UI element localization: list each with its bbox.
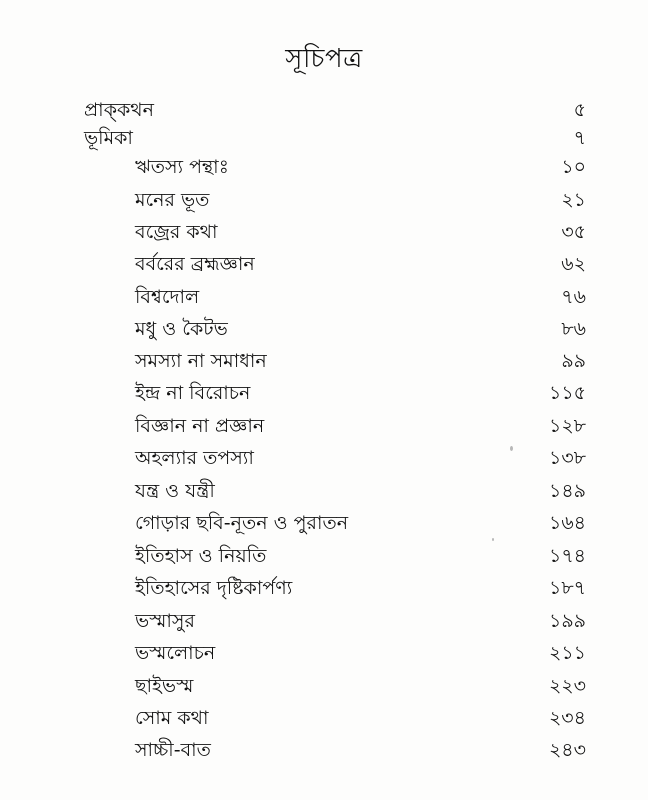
toc-entry-title: বিশ্বদোল — [135, 286, 200, 308]
toc-entry-title: বিজ্ঞান না প্রজ্ঞান — [135, 415, 265, 437]
toc-entry-title: যন্ত্র ও যন্ত্রী — [135, 480, 215, 502]
paper-speck — [510, 446, 513, 451]
toc-row — [0, 477, 648, 505]
toc-row — [0, 250, 648, 278]
toc-entry-title: ইতিহাস ও নিয়তি — [135, 545, 267, 567]
toc-entry-title: ভূমিকা — [84, 127, 133, 149]
table-of-contents — [0, 96, 648, 786]
toc-row — [0, 379, 648, 407]
toc-page-number: ৮৬ — [561, 318, 586, 340]
toc-row — [0, 186, 648, 214]
toc-entry-title: ভস্মলোচন — [135, 642, 216, 664]
toc-page-number: ২১১ — [548, 642, 586, 664]
toc-entry-title: ঋতস্য পন্থাঃ — [135, 156, 229, 178]
toc-page-number: ৭৬ — [561, 286, 586, 308]
toc-row — [0, 96, 648, 124]
toc-page-number: ১১৫ — [549, 382, 586, 404]
toc-page-number: ১৮৭ — [548, 577, 586, 599]
toc-row — [0, 218, 648, 246]
toc-row — [0, 509, 648, 537]
toc-entry-title: মনের ভূত — [135, 189, 210, 211]
toc-entry-title: ইন্দ্র না বিরোচন — [135, 382, 251, 404]
toc-entry-title: বজ্রের কথা — [135, 221, 218, 243]
toc-page-number: ১৭৪ — [548, 545, 586, 567]
toc-entry-title: প্রাক্‌কথন — [84, 99, 154, 121]
toc-entry-title: অহল্যার তপস্যা — [135, 447, 254, 469]
toc-row — [0, 542, 648, 570]
toc-page-number: ৫ — [573, 99, 586, 121]
toc-page-number: ২২৩ — [548, 675, 586, 697]
toc-row — [0, 704, 648, 732]
toc-entry-title: গোড়ার ছবি-নূতন ও পুরাতন — [135, 512, 349, 534]
toc-row — [0, 444, 648, 472]
toc-row — [0, 607, 648, 635]
toc-page-number: ১৪৯ — [549, 480, 586, 502]
toc-row — [0, 283, 648, 311]
toc-entry-title: বর্বরের ব্রহ্মজ্ঞান — [135, 253, 255, 275]
toc-entry-title: ইতিহাসের দৃষ্টিকার্পণ্য — [135, 577, 293, 599]
toc-row — [0, 315, 648, 343]
toc-row — [0, 736, 648, 764]
toc-entry-title: ছাইভস্ম — [135, 675, 194, 697]
toc-page-number: ৩৫ — [561, 221, 586, 243]
toc-page-number: ২১ — [561, 189, 586, 211]
paper-speck — [492, 538, 494, 541]
page-title: সূচিপত্র — [285, 44, 363, 74]
toc-entry-title: ভস্মাসুর — [135, 610, 195, 632]
toc-page-number: ১৬৪ — [548, 512, 586, 534]
toc-row — [0, 672, 648, 700]
toc-page-number: ১০ — [561, 156, 586, 178]
toc-entry-title: সমস্যা না সমাধান — [135, 350, 267, 372]
toc-row — [0, 412, 648, 440]
toc-page-number: ২৩৪ — [548, 707, 586, 729]
toc-page-number: ১২৮ — [548, 415, 586, 437]
toc-row — [0, 347, 648, 375]
toc-row — [0, 124, 648, 152]
toc-page-number: ৭ — [573, 127, 586, 149]
toc-row — [0, 574, 648, 602]
toc-entry-title: মধু ও কৈটভ — [135, 318, 228, 340]
toc-page-number: ২৪৩ — [548, 739, 586, 761]
toc-page-number: ১৯৯ — [549, 610, 586, 632]
toc-page-number: ৯৯ — [561, 350, 586, 372]
toc-entry-title: সোম কথা — [135, 707, 209, 729]
toc-page-number: ৬২ — [561, 253, 586, 275]
toc-page-number: ১৩৮ — [548, 447, 586, 469]
toc-entry-title: সাচ্চী-বাত — [135, 739, 211, 761]
toc-row — [0, 153, 648, 181]
toc-row — [0, 639, 648, 667]
